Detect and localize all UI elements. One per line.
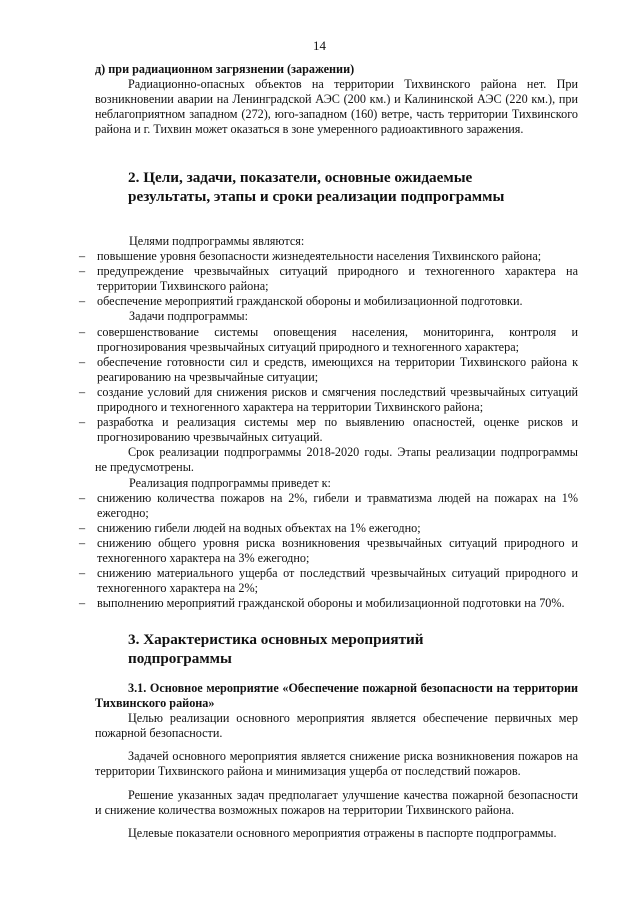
results-list: [79, 490, 578, 612]
list-item: – повышение уровня безопасности жизнедеятельности населения Тихвинского района;: [79, 249, 542, 264]
tasks-list: [79, 324, 578, 446]
section2-heading: 2. Цели, задачи, показатели, основные ожидаемые результаты, этапы и сроки реализации подпрограммы: [128, 169, 505, 205]
list-item: – снижению общего уровня риска возникновения чрезвычайных ситуаций природного и техногенного характера на 3% ежегодно;: [79, 535, 578, 565]
list-item: – снижению материального ущерба от последствий чрезвычайных ситуаций природного и техногенного характера на 2%;: [79, 566, 578, 596]
list-item: – создание условий для снижения рисков и смягчения последствий чрезвычайных ситуаций природного и техногенного характера на территории Тихвинского района;: [79, 384, 578, 415]
section3-paragraph: Решение указанных задач предполагает улучшение качества пожарной безопасности и снижение количества возможных пожаров на территории Тихвинского района.: [95, 787, 578, 817]
list-item: – совершенствование системы оповещения населения, мониторинга, контроля и прогнозирования чрезвычайных ситуаций природного и техногенного характера;: [79, 324, 578, 354]
section3-paragraph: Целью реализации основного мероприятия является обеспечение первичных мер пожарной безопасности.: [95, 711, 578, 741]
tasks-intro: Задачи подпрограммы:: [129, 309, 249, 324]
section3-paragraph: Задачей основного мероприятия является снижение риска возникновения пожаров на территории Тихвинского района и минимизация ущерба от последствий пожаров.: [95, 749, 578, 779]
section3-paragraph: Целевые показатели основного мероприятия отражены в паспорте подпрограммы.: [128, 825, 557, 840]
list-item: – снижению гибели людей на водных объектах на 1% ежегодно;: [79, 520, 421, 535]
section-d-title: д) при радиационном загрязнении (заражении): [95, 62, 355, 76]
list-item: – обеспечение мероприятий гражданской обороны и мобилизационной подготовки.: [79, 294, 523, 309]
results-intro: Реализация подпрограммы приведет к:: [129, 475, 331, 490]
list-item: – предупреждение чрезвычайных ситуаций природного и техногенного характера на территории Тихвинского района;: [79, 264, 578, 294]
section-d-text: Радиационно-опасных объектов на территории Тихвинского района нет. При возникновении аварии на Ленинградской АЭС (200 км.) и Калининской АЭС (220 км.), при неблагоприятном западном (272), юго-западном (160) ветре, часть территории Тихвинского района и г. Тихвин может оказаться в зоне умеренного радиоактивного заражения.: [95, 77, 578, 137]
section2-body: [79, 234, 578, 611]
term-paragraph: Срок реализации подпрограммы 2018-2020 годы. Этапы реализации подпрограммы не предусмотрены.: [95, 445, 578, 475]
list-item: – разработка и реализация системы мер по выявлению опасностей, оценке рисков и прогнозированию чрезвычайных ситуаций.: [79, 415, 578, 445]
page-number: 14: [313, 38, 326, 53]
list-item: – снижению количества пожаров на 2%, гибели и травматизма людей на пожарах на 1% ежегодно;: [79, 490, 578, 520]
list-item: – выполнению мероприятий гражданской обороны и мобилизационной подготовки на 70%.: [79, 596, 565, 611]
list-item: – обеспечение готовности сил и средств, имеющихся на территории Тихвинского района к реагированию на чрезвычайные ситуации;: [79, 354, 578, 384]
goals-list: [79, 249, 578, 309]
section3-subtitle: 3.1. Основное мероприятие «Обеспечение пожарной безопасности на территории Тихвинского района»: [95, 681, 578, 711]
section3-heading: 3. Характеристика основных мероприятий подпрограммы: [128, 631, 424, 667]
goals-intro: Целями подпрограммы являются:: [129, 234, 305, 248]
section3-body: [95, 681, 578, 841]
section-d: [95, 62, 578, 137]
